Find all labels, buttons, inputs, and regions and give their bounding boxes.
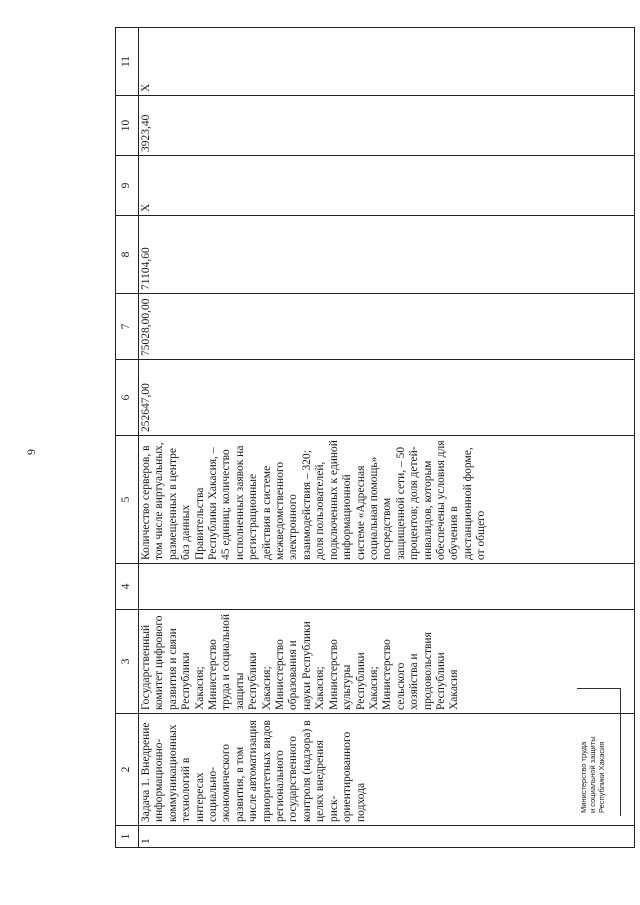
cell-col9: Х bbox=[139, 156, 635, 216]
col-header-5: 5 bbox=[116, 436, 139, 564]
stamp-line-1: Министерство труда bbox=[579, 741, 588, 813]
document-table-rotated bbox=[115, 28, 635, 848]
program-table bbox=[115, 27, 635, 848]
col-header-8: 8 bbox=[116, 216, 139, 294]
col-header-1: 1 bbox=[116, 826, 139, 848]
header-row bbox=[116, 28, 139, 848]
col-header-4: 4 bbox=[116, 564, 139, 610]
cell-row-number: 1 bbox=[139, 826, 635, 848]
cell-indicators: Количество серверов, в том числе виртуальных, размещенных в центре баз данных Правительства Республики Хакасия, – 45 единиц; количество исполненных заявок на регистрационные действия в системе межведомственного электронного взаимодействия – 320; доля пользователей, подключенных к единой информационной системе «Адресная социальная помощь» посредством защищенной сети, – 50 процентов; доля детей-инвалидов, которым обеспечены условия для обучения в дистанционной форме, от общего bbox=[139, 436, 635, 564]
cell-col10: 3923,40 bbox=[139, 96, 635, 156]
cell-task: Задача 1. Внедрение информационно-коммуникационных технологий в интересах социально-экономического развития, в том числе автоматизация приоритетных видов регионального государственного контроля (надзора) в целях внедрения риск-ориентированного подхода bbox=[139, 714, 635, 826]
col-header-10: 10 bbox=[116, 96, 139, 156]
page-number: 9 bbox=[24, 449, 38, 455]
stamp-line-2: и социальной защиты bbox=[588, 736, 597, 813]
col-header-11: 11 bbox=[116, 28, 139, 96]
col-header-9: 9 bbox=[116, 156, 139, 216]
cell-col4 bbox=[139, 564, 635, 610]
col-header-2: 2 bbox=[116, 714, 139, 826]
col-header-6: 6 bbox=[116, 360, 139, 436]
cell-col6: 252647,00 bbox=[139, 360, 635, 436]
cell-col11: Х bbox=[139, 28, 635, 96]
cell-executors: Государственный комитет цифрового развития и связи Республики Хакасия; Министерство труда и социальной защиты Республики Хакасия; Министерство образования и науки Республики Хакасия; Министерство культуры Республики Хакасия; Министерство сельского хозяйства и продовольствия Республики Хакасия bbox=[139, 610, 635, 714]
ministry-stamp bbox=[577, 688, 621, 816]
stamp-line-3: Республики Хакасия bbox=[597, 741, 606, 813]
cell-col8: 71104,60 bbox=[139, 216, 635, 294]
table-row bbox=[139, 28, 635, 848]
cell-col7: 75028,00,00 bbox=[139, 294, 635, 360]
col-header-7: 7 bbox=[116, 294, 139, 360]
col-header-3: 3 bbox=[116, 610, 139, 714]
